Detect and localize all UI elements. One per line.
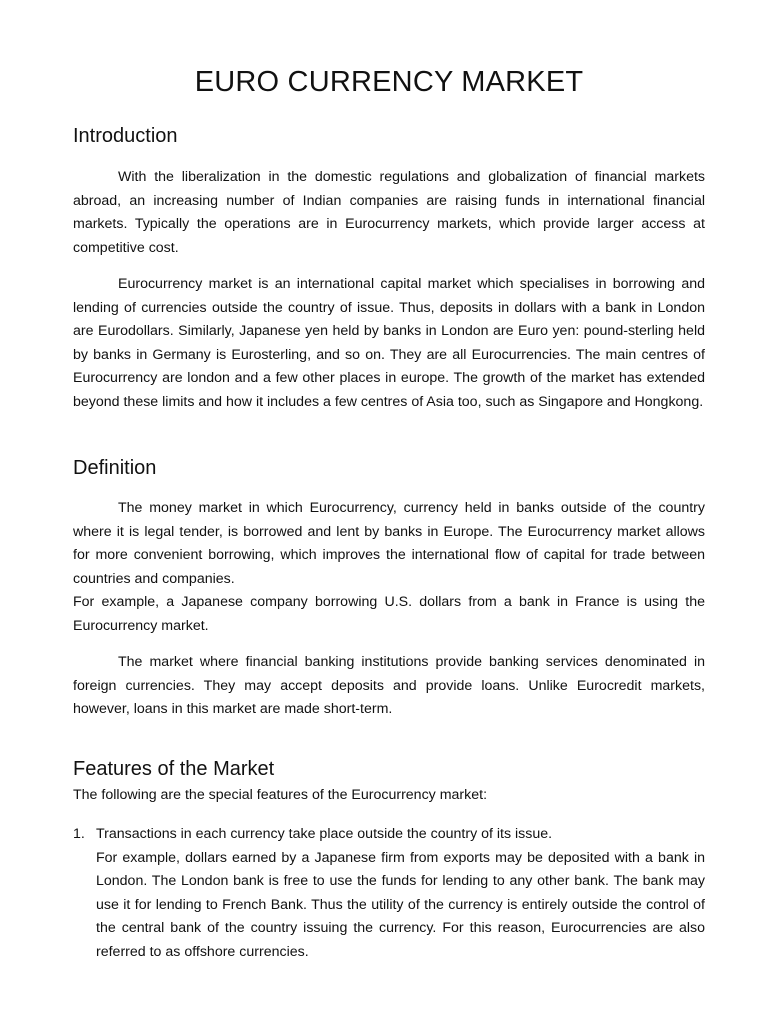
list-item-statement: Transactions in each currency take place outside the country of its issue. — [96, 826, 553, 842]
features-intro: The following are the special features of the Eurocurrency market: — [73, 787, 488, 803]
definition-paragraph-2: The market where financial banking institutions provide banking services denominated in foreign currencies. They may accept deposits and provide loans. Unlike Eurocredit markets, however, loans in this market are made short-term. — [73, 654, 705, 718]
introduction-heading: Introduction — [73, 125, 178, 147]
features-heading: Features of the Market — [73, 758, 275, 780]
list-item-number: 1. — [73, 826, 85, 842]
definition-heading: Definition — [73, 457, 157, 479]
list-item-body — [96, 823, 705, 965]
definition-example: For example, a Japanese company borrowing U.S. dollars from a bank in France is using the Eurocurrency market. — [73, 594, 705, 634]
introduction-paragraph-1: With the liberalization in the domestic regulations and globalization of financial markets abroad, an increasing number of Indian companies are raising funds in international financial markets. Typically the operations are in Eurocurrency markets, which provide larger access at competitive cost. — [73, 169, 705, 256]
page-title: EURO CURRENCY MARKET — [194, 66, 584, 98]
introduction-paragraph-2: Eurocurrency market is an international capital market which specialises in borrowing and lending of currencies outside the country of issue. Thus, deposits in dollars with a bank in London are Eurodollars. Similarly, Japanese yen held by banks in London are Euro yen: pound-sterling held by banks in Germany is Eurosterling, and so on. They are all Eurocurrencies. The main centres of Eurocurrency are london and a few other places in europe. The growth of the market has extended beyond these limits and how it includes a few centres of Asia too, such as Singapore and Hongkong. — [73, 276, 705, 410]
definition-paragraph-1: The money market in which Eurocurrency, currency held in banks outside of the country where it is legal tender, is borrowed and lent by banks in Europe. The Eurocurrency market allows for more convenient borrowing, which improves the international flow of capital for trade between countries and companies. — [73, 500, 705, 587]
list-item-example: For example, dollars earned by a Japanese firm from exports may be deposited with a bank in London. The London bank is free to use the funds for lending to any other bank. The bank may use it for lending to French Bank. Thus the utility of the currency is entirely outside the control of the central bank of the country issuing the currency. For this reason, Eurocurrencies are also referred to as offshore currencies. — [96, 849, 705, 960]
list-item — [73, 823, 705, 965]
